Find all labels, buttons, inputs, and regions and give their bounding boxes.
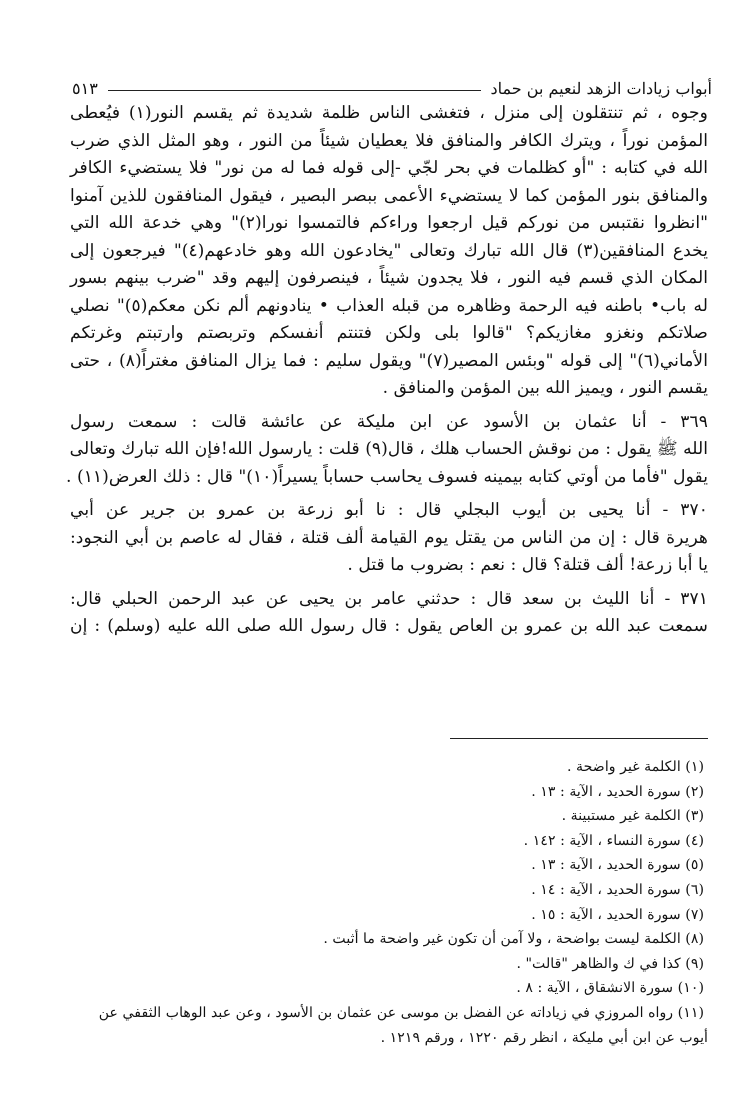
text-line: يقول "فأما من أوتي كتابه بيمينه فسوف يحاسب حساباً يسيراً(١٠)" قال : ذلك العرض(١١) . <box>66 466 708 487</box>
text-line: الله في كتابه : "أو كظلمات في بحر لجّي -إلى قوله فما له من نور" فلا يستضيء الكافر <box>70 158 708 178</box>
footnote: (١) الكلمة غير واضحة . <box>567 759 704 775</box>
footnote: (٦) سورة الحديد ، الآية : ١٤ . <box>531 881 704 898</box>
text-line: ٣٧٠ - أنا يحيى بن أيوب البجلي قال : نا أبو زرعة بن عمرو بن جرير عن أبي <box>70 500 708 520</box>
footnote-separator <box>450 738 708 739</box>
footnote: (٣) الكلمة غير مستبينة . <box>561 808 704 825</box>
text-line: له باب• باطنه فيه الرحمة وظاهره من قبله العذاب • ينادونهم ألم نكن معكم(٥)" نصلي <box>70 295 709 316</box>
footnote: (٢) سورة الحديد ، الآية : ١٣ . <box>531 783 704 800</box>
page-number: ٥١٣ <box>72 79 98 98</box>
text-line: ٣٦٩ - أنا عثمان بن الأسود عن ابن مليكة عن عائشة قالت : سمعت رسول <box>70 411 708 432</box>
text-line: والمنافق بنور المؤمن كما لا يستضيء الأعمى ببصر البصير ، فيقول المنافقون للذين آمنوا <box>70 185 708 206</box>
footnote: (١١) رواه المروزي في زياداته عن الفضل بن موسى عن عثمان بن الأسود ، وعن عبد الوهاب الثقفي عن <box>98 1004 704 1021</box>
text-line: يخدع المنافقين(٣) قال الله تبارك وتعالى "يخادعون الله وهو خادعهم(٤)" فيرجعون إلى <box>70 240 708 261</box>
footnote: (٥) سورة الحديد ، الآية : ١٣ . <box>531 857 704 874</box>
footnote: (٧) سورة الحديد ، الآية : ١٥ . <box>531 906 704 923</box>
text-line: الله ﷺ يقول : من نوقش الحساب هلك ، قال(٩) قلت : يارسول الله!فإن الله تبارك وتعالى <box>69 439 708 459</box>
text-line: "انظروا نقتبس من نوركم قيل ارجعوا وراءكم فالتمسوا نورا(٢)" وهي خدعة الله التي <box>70 213 708 233</box>
hadith-370 <box>70 497 708 580</box>
text-line: المكان الذي قسم فيه النور ، فلا يجدون شيئاً ، فينصرفون إليهم وقد "ضرب بينهم بسور <box>70 268 708 288</box>
footnote: (٩) كذا في ك والظاهر "قالت" . <box>516 955 704 972</box>
text-line: يقسم النور ، ويميز الله بين المؤمن والمنافق . <box>382 378 708 398</box>
footnote: (١٠) سورة الانشقاق ، الآية : ٨ . <box>516 980 704 997</box>
text-line: هريرة قال : إن من الناس من يقتل يوم القيامة ألف قتلة ، فقال له عاصم بن أبي النجود: <box>70 527 708 548</box>
text-line: سمعت عبد الله بن عمرو بن العاص يقول : قال رسول الله صلى الله عليه (وسلم) : إن <box>70 616 708 636</box>
hadith-371 <box>70 586 708 641</box>
hadith-369 <box>66 409 708 492</box>
paragraph-continuation <box>70 100 708 403</box>
text-line: وجوه ، ثم تنتقلون إلى منزل ، فتغشى الناس ظلمة شديدة ثم يقسم النور(١) فيُعطى <box>70 103 708 123</box>
text-line: ٣٧١ - أنا الليث بن سعد قال : حدثني عامر بن يحيى عن عبد الرحمن الحبلي قال: <box>70 588 708 609</box>
footnote-continuation: أيوب عن ابن أبي مليكة ، انظر رقم ١٢٢٠ ، ورقم ١٢١٩ . <box>380 1029 708 1046</box>
header-rule <box>108 90 481 91</box>
footnote: (٤) سورة النساء ، الآية : ١٤٢ . <box>523 832 704 849</box>
text-line: المؤمن نوراً ، ويترك الكافر والمنافق فلا يعطيان شيئاً من النور ، وهو المثل الذي ضرب <box>70 130 708 151</box>
text-line: الأماني(٦)" إلى قوله "وبئس المصير(٧)" ويقول سليم : فما يزال المنافق مغتراً(٨) ، حتى <box>70 350 708 371</box>
running-title: أبواب زيادات الزهد لنعيم بن حماد <box>490 79 712 98</box>
running-header <box>72 68 712 98</box>
footnotes <box>68 755 708 1050</box>
text-line: يا أبا زرعة! ألف قتلة؟ قال : نعم : بضروب ما قتل . <box>347 555 708 575</box>
main-text <box>66 100 709 641</box>
text-line: صلاتكم ونغزو مغازيكم؟ "قالوا بلى ولكن فتنتم أنفسكم وتربصتم وارتبتم وغرتكم <box>70 323 708 343</box>
footnote: (٨) الكلمة ليست بواضحة ، ولا آمن أن تكون غير واضحة ما أثبت . <box>323 931 704 948</box>
